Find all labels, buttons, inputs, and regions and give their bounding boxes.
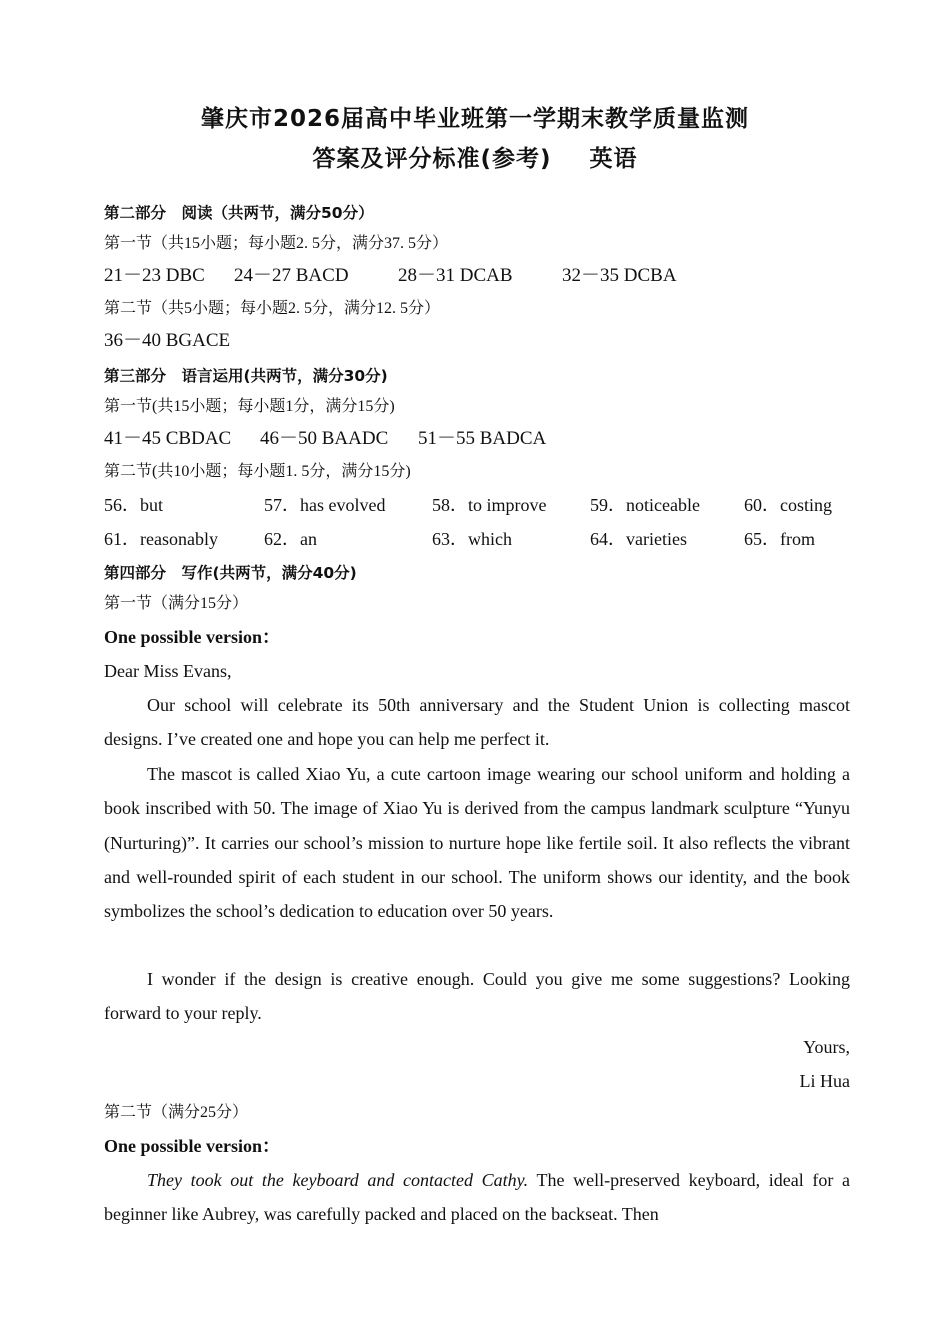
version-label-2: One possible version： xyxy=(104,1136,281,1156)
blank-answer: 58．to improve xyxy=(432,495,547,515)
part4-heading: 第四部分 写作(共两节，满分40分) xyxy=(104,564,357,582)
page-subtitle xyxy=(0,140,950,173)
part2-heading: 第二部分 阅读（共两节，满分50分） xyxy=(104,204,374,222)
part2-sec1-answers xyxy=(104,265,677,287)
story-paragraph xyxy=(104,1163,850,1232)
blank-answer: 62．an xyxy=(264,529,317,549)
answer-group: 24－27 BACD xyxy=(234,265,349,286)
part4-sec2-heading: 第二节（满分25分） xyxy=(104,1104,249,1121)
letter-closing: Yours, xyxy=(803,1037,850,1057)
answer-group: 36－40 BGACE xyxy=(104,330,231,351)
blank-answer: 65．from xyxy=(744,529,815,549)
answer-group: 41－45 CBDAC xyxy=(104,428,232,449)
part3-sec1-heading: 第一节(共15小题；每小题1分，满分15分) xyxy=(104,398,395,415)
letter-salutation: Dear Miss Evans, xyxy=(104,661,232,681)
part3-sec2-heading: 第二节(共10小题；每小题1. 5分，满分15分) xyxy=(104,463,411,480)
story-given-sentence: They took out the keyboard and contacted Cathy. xyxy=(147,1170,529,1190)
blank-answer: 57．has evolved xyxy=(264,495,386,515)
answer-group: 51－55 BADCA xyxy=(418,428,547,449)
page-title: 肇庆市2026届高中毕业班第一学期末教学质量监测 xyxy=(200,106,749,132)
answer-group: 46－50 BAADC xyxy=(260,428,389,449)
part3-heading: 第三部分 语言运用(共两节，满分30分) xyxy=(104,367,388,385)
part2-sec2-heading: 第二节（共5小题；每小题2. 5分，满分12. 5分） xyxy=(104,300,441,317)
part2-sec2-answers xyxy=(104,330,230,352)
blank-answer: 64．varieties xyxy=(590,529,687,549)
letter-signature: Li Hua xyxy=(799,1071,850,1091)
blank-answer: 63．which xyxy=(432,529,512,549)
blank-answer: 59．noticeable xyxy=(590,495,700,515)
part2-sec1-heading: 第一节（共15小题；每小题2. 5分，满分37. 5分） xyxy=(104,235,449,252)
letter-paragraph-2: The mascot is called Xiao Yu, a cute cartoon image wearing our school uniform and holding a book inscribed with 50. The image of Xiao Yu is derived from the campus landmark sculpture “Yunyu (Nurturing)”. It carries our school’s mission to nurture hope like fertile soil. It also reflects the vibrant and well-rounded spirit of each student in our school. The uniform shows our identity, and the book symbolizes the school’s dedication to education over 50 years. xyxy=(104,764,850,922)
subtitle-subject: 英语 xyxy=(589,146,638,172)
letter-paragraph-3: I wonder if the design is creative enough. Could you give me some suggestions? Looking forward to your reply. xyxy=(104,969,850,1024)
story-continuation: The well-preserved keyboard, ideal for a beginner like Aubrey, was carefully packed and placed on the backseat. Then xyxy=(104,1170,850,1225)
subtitle-left: 答案及评分标准(参考) xyxy=(312,146,552,172)
answer-group: 32－35 DCBA xyxy=(562,265,677,286)
part4-sec1-heading: 第一节（满分15分） xyxy=(104,595,249,612)
blank-answer: 60．costing xyxy=(744,495,832,515)
blank-answer: 61．reasonably xyxy=(104,529,218,549)
blank-answer: 56．but xyxy=(104,495,164,515)
letter-paragraph-1: Our school will celebrate its 50th anniversary and the Student Union is collecting mascot designs. I’ve created one and hope you can help me perfect it. xyxy=(104,695,850,750)
part3-sec1-answers xyxy=(104,428,546,450)
version-label: One possible version： xyxy=(104,627,281,647)
answer-group: 28－31 DCAB xyxy=(398,265,513,286)
answer-group: 21－23 DBC xyxy=(104,265,205,286)
